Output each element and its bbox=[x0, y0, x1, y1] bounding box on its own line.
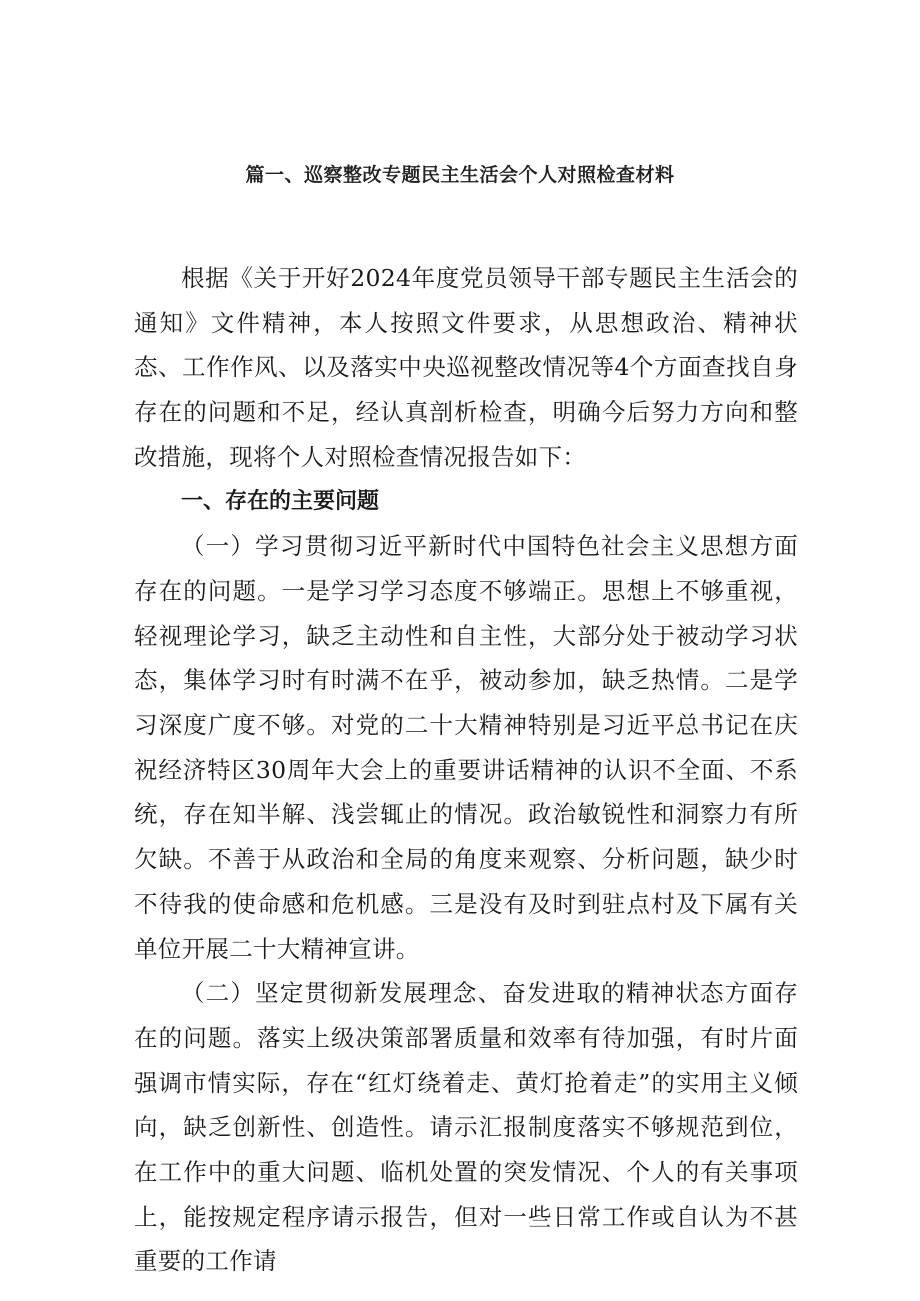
paragraph-study: （一）学习贯彻习近平新时代中国特色社会主义思想方面存在的问题。一是学习学习态度不够端正。思想上不够重视，轻视理论学习，缺乏主动性和自主性，大部分处于被动学习状态，集体学习时有时满不在乎，被动参加，缺乏热情。二是学习深度广度不够。对党的二十大精神特别是习近平总书记在庆祝经济特区30周年大会上的重要讲话精神的认识不全面、不系统，存在知半解、浅尝辄止的情况。政治敏锐性和洞察力有所欠缺。不善于从政治和全局的角度来观察、分析问题，缺少时不待我的使命感和危机感。三是没有及时到驻点村及下属有关单位开展二十大精神宣讲。 bbox=[134, 532, 798, 963]
paragraph-spirit: （二）坚定贯彻新发展理念、奋发进取的精神状态方面存在的问题。落实上级决策部署质量和效率有待加强，有时片面强调市情实际，存在“红灯绕着走、黄灯抢着走”的实用主义倾向，缺乏创新性、创造性。请示汇报制度落实不够规范到位，在工作中的重大问题、临机处置的突发情况、个人的有关事项上，能按规定程序请示报告，但对一些日常工作或自认为不甚重要的工作请 bbox=[134, 979, 798, 1276]
section-heading: 一、存在的主要问题 bbox=[181, 488, 380, 514]
intro-paragraph: 根据《关于开好2024年度党员领导干部专题民主生活会的通知》文件精神，本人按照文件要求，从思想政治、精神状态、工作作风、以及落实中央巡视整改情况等4个方面查找自身存在的问题和不足，经认真剖析检查，明确今后努力方向和整改措施，现将个人对照检查情况报告如下： bbox=[134, 264, 798, 471]
document-body bbox=[134, 256, 798, 1284]
document-title: 篇一、巡察整改专题民主生活会个人对照检查材料 bbox=[245, 164, 675, 186]
